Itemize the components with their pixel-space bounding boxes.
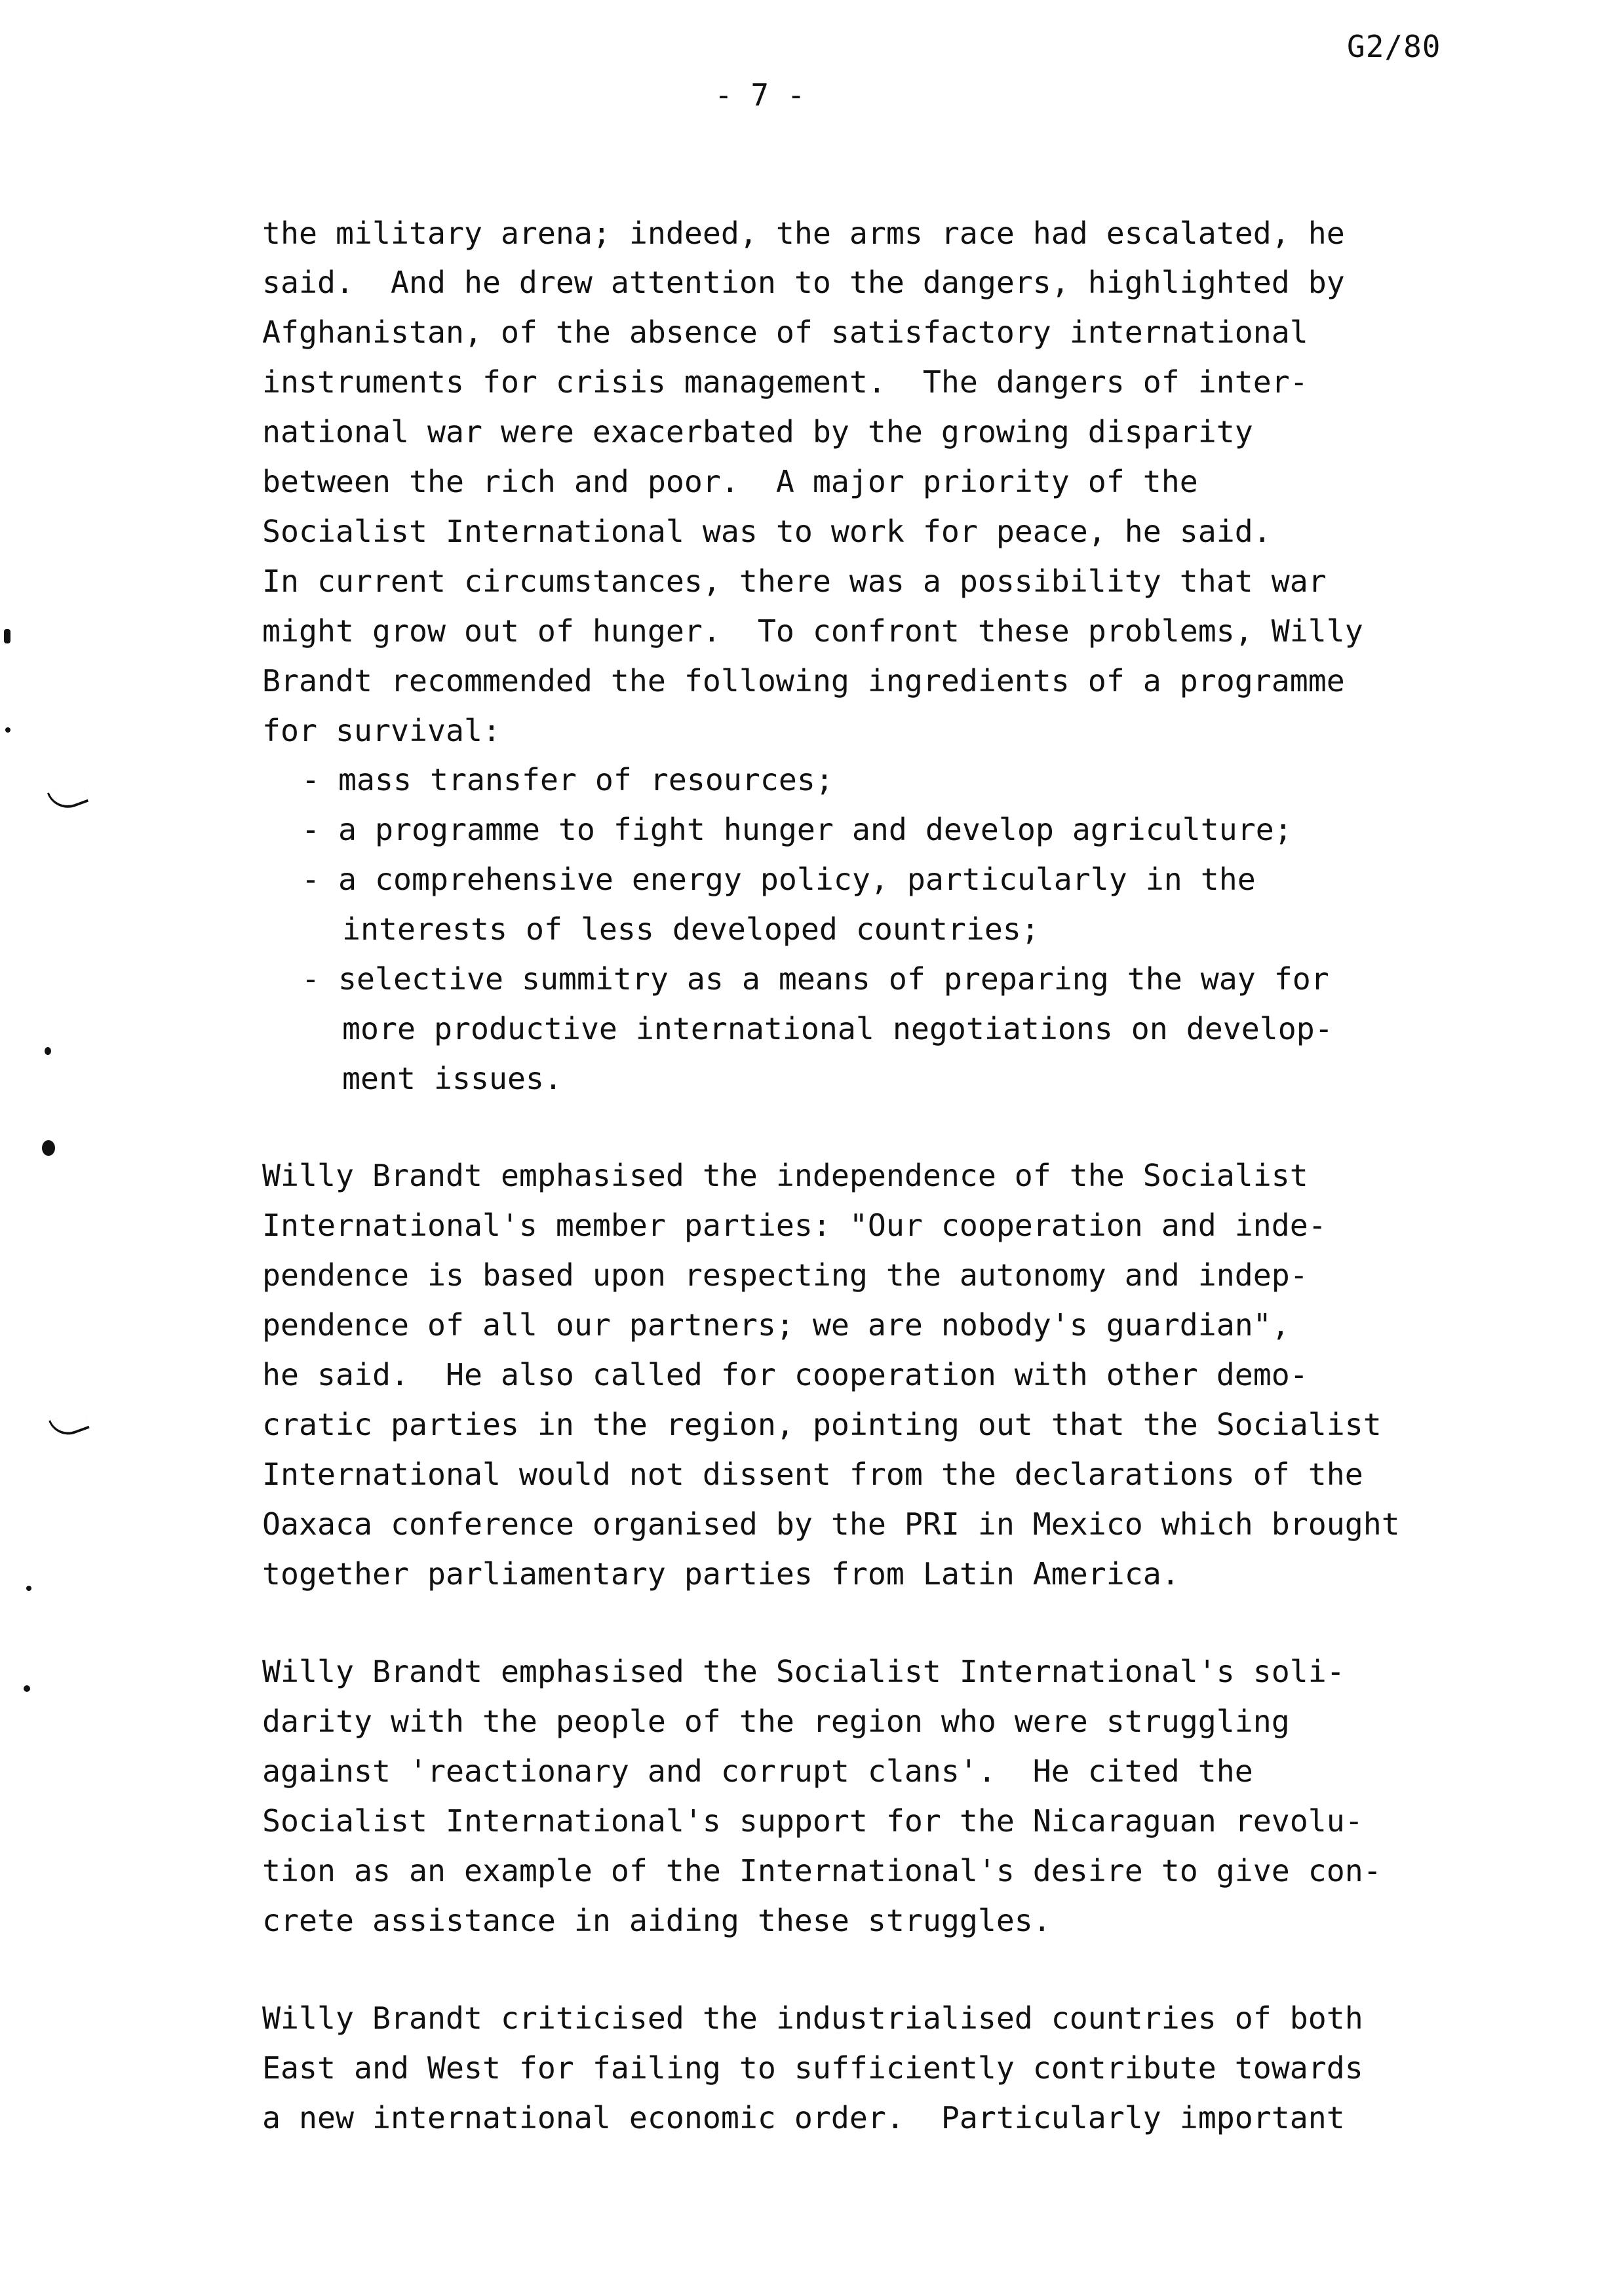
text-line: tion as an example of the International's desire to give con-	[262, 1853, 1382, 1888]
text-line: Willy Brandt emphasised the independence of the Socialist	[262, 1158, 1308, 1193]
list-item-continuation: ment issues.	[342, 1061, 562, 1096]
list-item: - a comprehensive energy policy, particularly in the	[302, 862, 1256, 897]
text-line: International would not dissent from the declarations of the	[262, 1457, 1363, 1492]
scan-mark-dot	[5, 727, 10, 733]
scan-mark-dot	[26, 1586, 31, 1591]
list-item: - mass transfer of resources;	[302, 762, 834, 797]
text-line: Socialist International's support for the Nicaraguan revolu-	[262, 1803, 1363, 1839]
text-line: national war were exacerbated by the growing disparity	[262, 414, 1253, 450]
text-line: he said. He also called for cooperation with other demo-	[262, 1357, 1308, 1392]
scan-mark-dot	[45, 1047, 51, 1055]
list-item-continuation: more productive international negotiations on develop-	[342, 1011, 1333, 1046]
text-line: a new international economic order. Particularly important	[262, 2100, 1345, 2135]
scan-mark-dot	[4, 629, 10, 643]
text-line: Socialist International was to work for peace, he said.	[262, 514, 1272, 549]
text-line: pendence is based upon respecting the autonomy and indep-	[262, 1257, 1308, 1293]
text-line: between the rich and poor. A major priority of the	[262, 464, 1198, 499]
text-line: In current circumstances, there was a possibility that war	[262, 564, 1327, 599]
scan-mark-curve	[49, 1409, 90, 1441]
text-line: together parliamentary parties from Latin America.	[262, 1556, 1180, 1592]
text-line: cratic parties in the region, pointing out that the Socialist	[262, 1407, 1382, 1442]
text-line: International's member parties: "Our cooperation and inde-	[262, 1208, 1327, 1243]
text-line: might grow out of hunger. To confront these problems, Willy	[262, 613, 1363, 649]
text-line: the military arena; indeed, the arms race had escalated, he	[262, 216, 1345, 251]
list-item-continuation: interests of less developed countries;	[342, 911, 1040, 947]
reference-code: G2/80	[1347, 29, 1441, 64]
scan-mark-dot	[24, 1685, 30, 1692]
text-line: Brandt recommended the following ingredients of a programme	[262, 663, 1345, 698]
text-line: for survival:	[262, 713, 501, 748]
text-line: East and West for failing to sufficiently contribute towards	[262, 2050, 1363, 2086]
scan-mark-curve	[47, 781, 88, 814]
text-line: Oaxaca conference organised by the PRI in Mexico which brought	[262, 1506, 1400, 1542]
text-line: darity with the people of the region who were struggling	[262, 1704, 1290, 1739]
text-line: pendence of all our partners; we are nobody's guardian",	[262, 1307, 1290, 1343]
text-line: Willy Brandt criticised the industrialised countries of both	[262, 2000, 1363, 2036]
scan-mark-dot	[42, 1140, 55, 1156]
list-item: - selective summitry as a means of preparing the way for	[302, 961, 1329, 997]
text-line: Willy Brandt emphasised the Socialist International's soli-	[262, 1654, 1345, 1689]
text-line: instruments for crisis management. The dangers of inter-	[262, 364, 1308, 400]
text-line: Afghanistan, of the absence of satisfactory international	[262, 315, 1308, 350]
text-line: said. And he drew attention to the dangers, highlighted by	[262, 265, 1345, 300]
text-line: against 'reactionary and corrupt clans'. He cited the	[262, 1753, 1253, 1789]
text-line: crete assistance in aiding these struggles.	[262, 1903, 1051, 1938]
list-item: - a programme to fight hunger and develop agriculture;	[302, 812, 1293, 847]
page-number: - 7 -	[714, 77, 806, 113]
